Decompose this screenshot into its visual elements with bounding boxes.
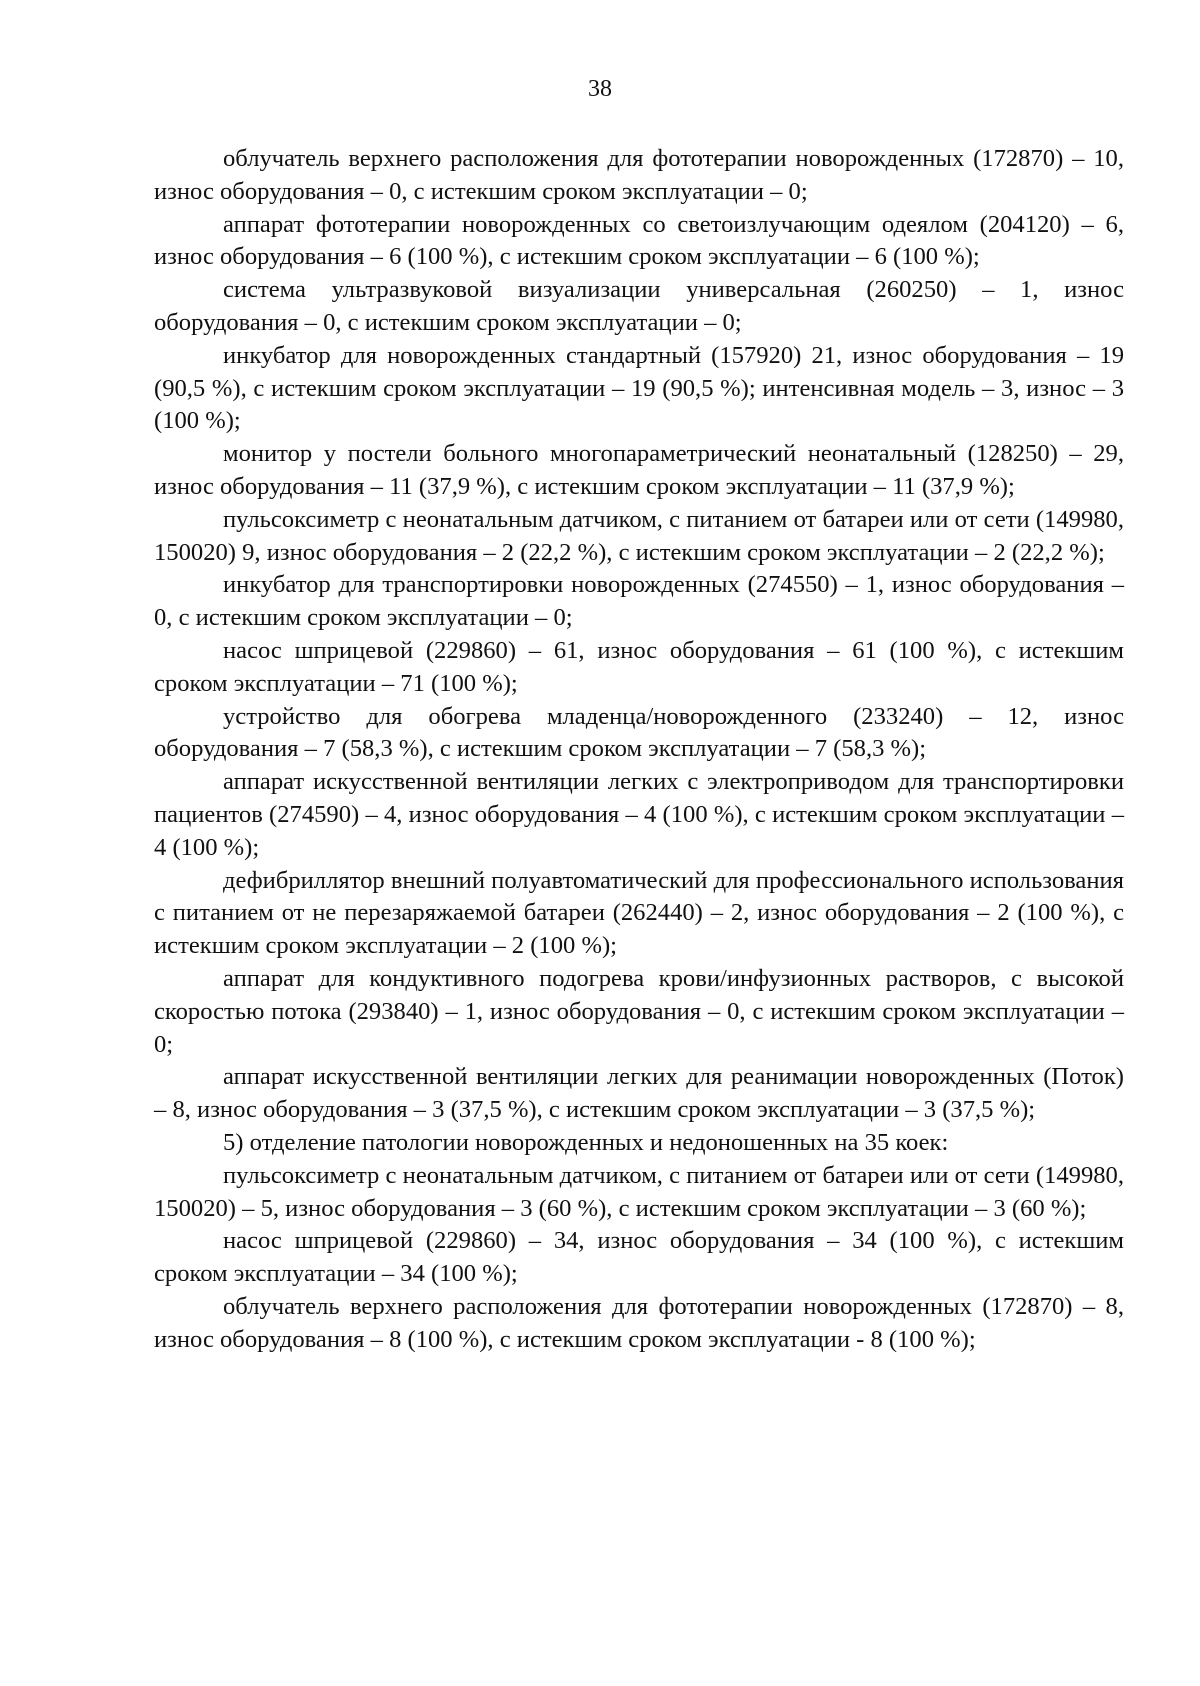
paragraph-16: насос шприцевой (229860) – 34, износ оборудования – 34 (100 %), с истекшим сроком эксплуатации – 34 (100 %); [154,1227,1124,1288]
paragraph-12: аппарат для кондуктивного подогрева крови/инфузионных растворов, с высокой скоростью потока (293840) – 1, износ оборудования – 0, с истекшим сроком эксплуатации – 0; [154,964,1124,1058]
paragraph-17: облучатель верхнего расположения для фототерапии новорожденных (172870) – 8, износ оборудования – 8 (100 %), с истекшим сроком эксплуатации - 8 (100 %); [154,1292,1124,1353]
paragraph-5: монитор у постели больного многопараметрический неонатальный (128250) – 29, износ оборудования – 11 (37,9 %), с истекшим сроком эксплуатации – 11 (37,9 %); [154,440,1124,500]
paragraph-1: облучатель верхнего расположения для фототерапии новорожденных (172870) – 10, износ оборудования – 0, с истекшим сроком эксплуатации – 0; [154,145,1124,205]
paragraph-4: инкубатор для новорожденных стандартный (157920) 21, износ оборудования – 19 (90,5 %), с истекшим сроком эксплуатации – 19 (90,5 %); интенсивная модель – 3, износ – 3 (100 %); [154,341,1124,435]
page-number: 38 [588,76,612,102]
paragraph-10: аппарат искусственной вентиляции легких с электроприводом для транспортировки пациентов (274590) – 4, износ оборудования – 4 (100 %), с истекшим сроком эксплуатации – 4 (100 %); [154,768,1124,861]
paragraph-2: аппарат фототерапии новорожденных со светоизлучающим одеялом (204120) – 6, износ оборудования – 6 (100 %), с истекшим сроком эксплуатации – 6 (100 %); [154,210,1124,271]
paragraph-8: насос шприцевой (229860) – 61, износ оборудования – 61 (100 %), с истекшим сроком эксплуатации – 71 (100 %); [154,636,1124,697]
paragraph-9: устройство для обогрева младенца/новорожденного (233240) – 12, износ оборудования – 7 (58,3 %), с истекшим сроком эксплуатации – 7 (58,3 %); [154,702,1124,763]
paragraph-3: система ультразвуковой визуализации универсальная (260250) – 1, износ оборудования – 0, с истекшим сроком эксплуатации – 0; [154,276,1124,336]
paragraph-6: пульсоксиметр с неонатальным датчиком, с питанием от батареи или от сети (149980, 150020) 9, износ оборудования – 2 (22,2 %), с истекшим сроком эксплуатации – 2 (22,2 %); [154,505,1124,566]
paragraph-11: дефибриллятор внешний полуавтоматический для профессионального использования с питанием от не перезаряжаемой батареи (262440) – 2, износ оборудования – 2 (100 %), с истекшим сроком эксплуатации – 2 (100 %); [154,866,1124,960]
paragraph-7: инкубатор для транспортировки новорожденных (274550) – 1, износ оборудования – 0, с истекшим сроком эксплуатации – 0; [154,571,1124,632]
section-heading: 5) отделение патологии новорожденных и недоношенных на 35 коек: [223,1128,949,1156]
paragraph-15: пульсоксиметр с неонатальным датчиком, с питанием от батареи или от сети (149980, 150020) – 5, износ оборудования – 3 (60 %), с истекшим сроком эксплуатации – 3 (60 %); [154,1161,1124,1222]
document-body [154,143,1124,1356]
paragraph-13: аппарат искусственной вентиляции легких для реанимации новорожденных (Поток) – 8, износ оборудования – 3 (37,5 %), с истекшим сроком эксплуатации – 3 (37,5 %); [154,1063,1124,1124]
